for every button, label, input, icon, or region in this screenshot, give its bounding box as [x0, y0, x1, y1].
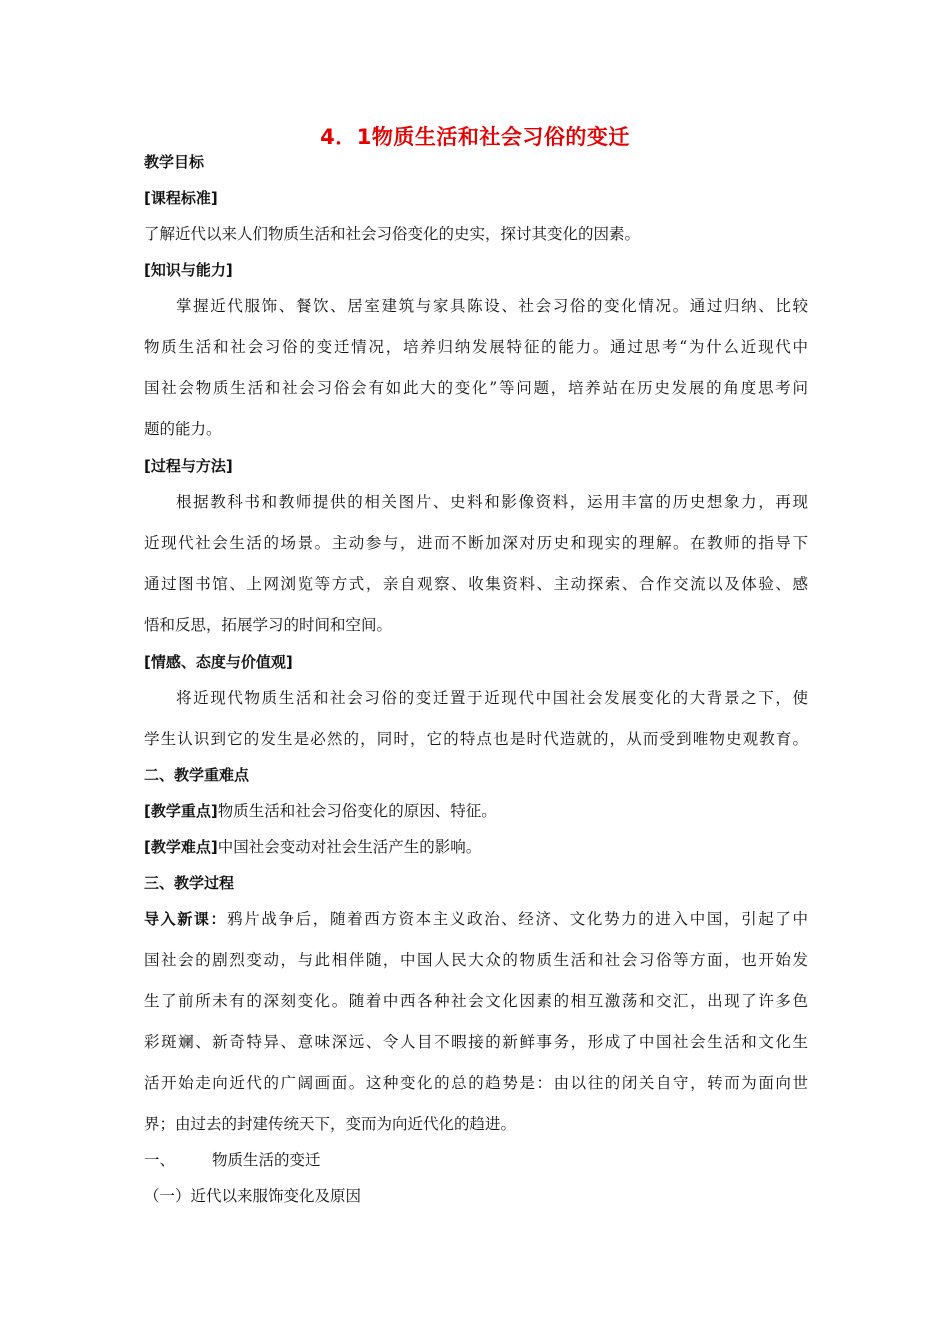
process-heading: 三、教学过程	[144, 874, 235, 892]
knowledge-ability-line: 掌握近代服饰、餐饮、居室建筑与家具陈设、社会习俗的变化情况。通过归纳、比较	[176, 297, 808, 315]
knowledge-ability-line: 物质生活和社会习俗的变迁情况，培养归纳发展特征的能力。通过思考“为什么近现代中	[144, 338, 808, 356]
focus-text: 物质生活和社会习俗变化的原因、特征。	[217, 802, 497, 820]
emotion-values-line: 学生认识到它的发生是必然的，同时，它的特点也是时代造就的，从而受到唯物史观教育。	[144, 730, 808, 748]
section-title: 物质生活的变迁	[212, 1151, 321, 1169]
document-title: 4．1物质生活和社会习俗的变迁	[320, 125, 630, 149]
emotion-values-heading: [情感、态度与价值观]	[144, 653, 293, 671]
focus-label: [教学重点]	[144, 802, 218, 820]
process-method-line: 根据教科书和教师提供的相关图片、史料和影像资料，运用丰富的历史想象力，再现	[176, 493, 808, 511]
intro-line: 彩斑斓、新奇特异、意味深远、令人目不暇接的新鲜事务，形成了中国社会生活和文化生	[144, 1033, 808, 1051]
difficulty-line	[144, 835, 808, 859]
intro-line: 界；由过去的封建传统天下，变而为向近代化的趋进。	[144, 1115, 517, 1133]
curriculum-standard-text: 了解近代以来人们物质生活和社会习俗变化的史实，探讨其变化的因素。	[144, 225, 641, 243]
difficulty-label: [教学难点]	[144, 838, 218, 856]
intro-line: 国社会的剧烈变动，与此相伴随，中国人民大众的物质生活和社会习俗等方面，也开始发	[144, 951, 808, 969]
knowledge-ability-line: 国社会物质生活和社会习俗会有如此大的变化”等问题，培养站在历史发展的角度思考问	[144, 379, 808, 397]
key-points-heading: 二、教学重难点	[144, 766, 250, 784]
process-method-line: 悟和反思，拓展学习的时间和空间。	[144, 616, 393, 634]
intro-line: 生了前所未有的深刻变化。随着中西各种社会文化因素的相互激荡和交汇，出现了许多色	[144, 992, 808, 1010]
subsection-heading: （一）近代以来服饰变化及原因	[144, 1187, 362, 1205]
curriculum-standard-heading: [课程标准]	[144, 189, 218, 207]
emotion-values-line: 将近现代物质生活和社会习俗的变迁置于近现代中国社会发展变化的大背景之下，使	[176, 689, 808, 707]
knowledge-ability-heading: [知识与能力]	[144, 261, 233, 279]
knowledge-ability-line: 题的能力。	[144, 420, 222, 438]
process-method-line: 近现代社会生活的场景。主动参与，进而不断加深对历史和现实的理解。在教师的指导下	[144, 534, 808, 552]
section-heading	[144, 1148, 808, 1172]
intro-first-line	[144, 907, 808, 931]
teaching-goals-heading: 教学目标	[144, 153, 205, 171]
process-method-line: 通过图书馆、上网浏览等方式，亲自观察、收集资料、主动探索、合作交流以及体验、感	[144, 575, 808, 593]
focus-line	[144, 799, 808, 823]
difficulty-text: 中国社会变动对社会生活产生的影响。	[217, 838, 482, 856]
section-number: 一、	[144, 1151, 176, 1169]
intro-label: 导入新课：	[144, 910, 228, 928]
process-method-heading: [过程与方法]	[144, 457, 233, 475]
intro-line: 活开始走向近代的广阔画面。这种变化的总的趋势是：由以往的闭关自守，转而为面向世	[144, 1074, 808, 1092]
intro-first-text: 鸦片战争后，随着西方资本主义政治、经济、文化势力的进入中国，引起了中	[227, 910, 808, 928]
